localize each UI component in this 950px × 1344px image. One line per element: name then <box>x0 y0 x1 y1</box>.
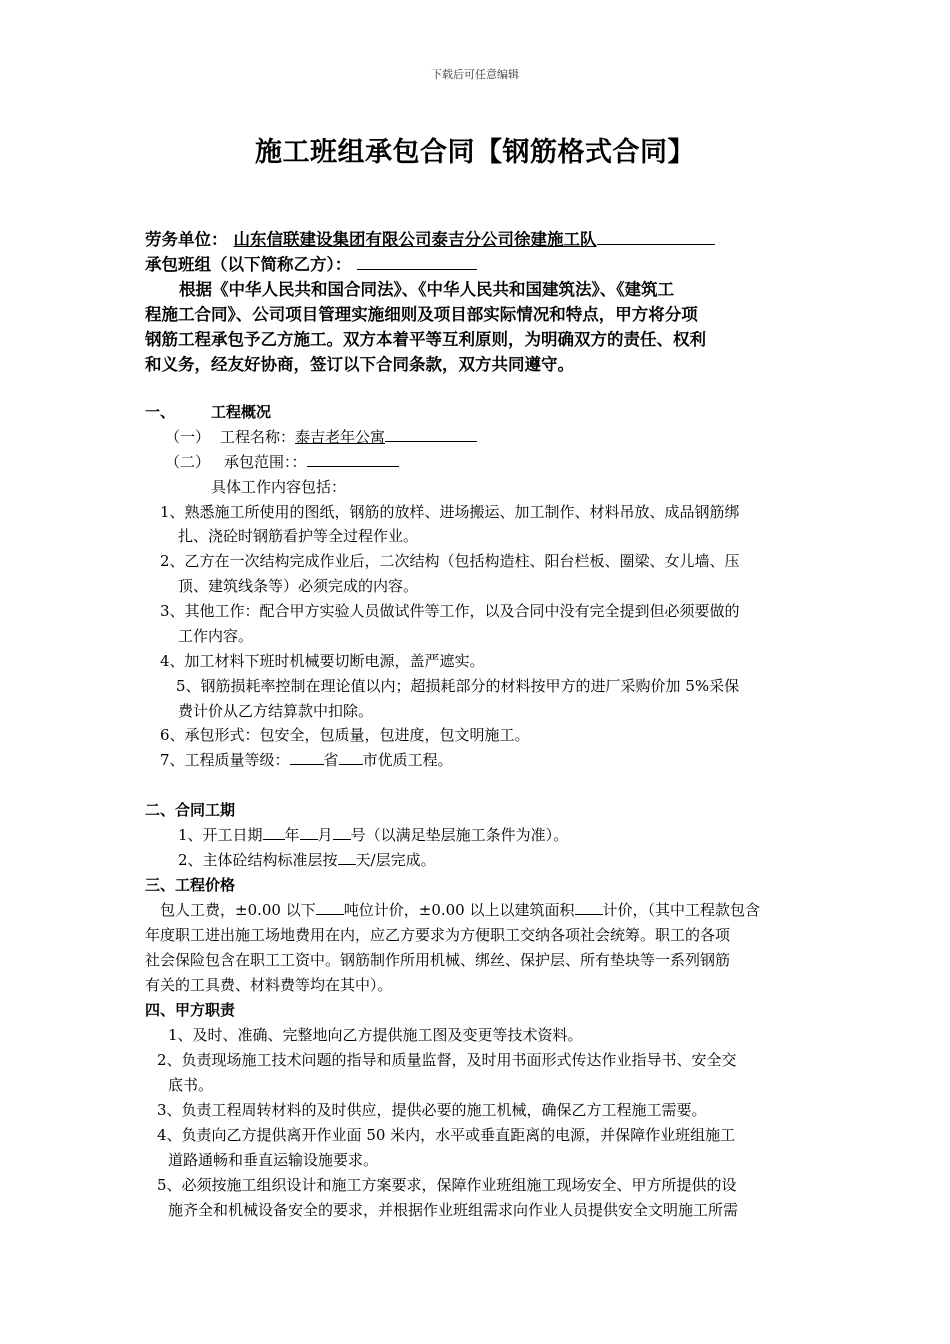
duty-line: 4、负责向乙方提供离开作业面 50 米内，水平或垂直距离的电源，并保障作业班组施工 <box>157 1126 736 1144</box>
section1-heading: 工程概况 <box>211 403 272 421</box>
intro-line: 钢筋工程承包予乙方施工。双方本着平等互利原则，为明确双方的责任、权利 <box>145 330 706 349</box>
work-line: 2、乙方在一次结构完成作业后，二次结构（包括构造柱、阳台栏板、圈梁、女儿墙、压 <box>160 552 740 570</box>
duty-line: 3、负责工程周转材料的及时供应，提供必要的施工机械，确保乙方工程施工需要。 <box>157 1101 707 1119</box>
section3-heading: 三、工程价格 <box>145 876 236 894</box>
tonnage-blank <box>316 913 344 915</box>
labor-unit-blank <box>597 243 715 245</box>
schedule-suffix: 天/层完成。 <box>355 851 436 869</box>
work-line: 5、钢筋损耗率控制在理论值以内；超损耗部分的材料按甲方的进厂采购价加 5%采保 <box>176 677 740 695</box>
day-text: 号（以满足垫层施工条件为准）。 <box>350 826 569 844</box>
work-intro: 具体工作内容包括： <box>211 478 347 496</box>
section4-heading: 四、甲方职责 <box>145 1001 236 1019</box>
work-line: 顶、建筑线条等）必须完成的内容。 <box>178 577 419 595</box>
province-text: 省 <box>323 751 339 769</box>
quality-line <box>160 749 453 770</box>
item1-label: 工程名称： <box>220 428 296 446</box>
price-line: 有关的工具费、材料费等均在其中）。 <box>145 976 393 994</box>
price-line: 年度职工进出施工场地费用在内，应乙方要求为方便职工交纳各项社会统筹。职工的各项 <box>145 926 731 944</box>
area-blank <box>575 913 603 915</box>
item1-prefix: （一） <box>165 428 211 446</box>
duty-line: 施齐全和机械设备安全的要求，并根据作业班组需求向作业人员提供安全文明施工所需 <box>168 1201 739 1219</box>
work-line: 3、其他工作：配合甲方实验人员做试件等工作，以及合同中没有完全提到但必须要做的 <box>160 602 740 620</box>
team-line <box>145 251 477 275</box>
year-text: 年 <box>284 826 300 844</box>
price-line: 社会保险包含在职工工资中。钢筋制作所用机械、绑丝、保护层、所有垫块等一系列钢筋 <box>145 951 731 969</box>
city-blank <box>339 763 363 765</box>
work-line: 6、承包形式：包安全，包质量，包进度，包文明施工。 <box>160 726 530 744</box>
duty-line: 道路通畅和垂直运输设施要求。 <box>168 1151 379 1169</box>
section1-item1 <box>165 426 477 447</box>
schedule-line <box>178 849 436 870</box>
work-line: 费计价从乙方结算款中扣除。 <box>178 702 374 720</box>
section1-item2 <box>165 451 399 472</box>
schedule-label: 2、主体砼结构标准层按 <box>178 851 338 869</box>
header-note: 下载后可任意编辑 <box>431 68 519 81</box>
work-line: 4、加工材料下班时机械要切断电源，盖严遮实。 <box>160 652 485 670</box>
team-label: 承包班组（以下简称乙方）： <box>145 255 352 274</box>
team-blank <box>357 268 477 270</box>
duty-line: 底书。 <box>168 1076 214 1094</box>
item2-blank <box>307 465 399 467</box>
document-title: 施工班组承包合同【钢筋格式合同】 <box>255 137 695 168</box>
section1-number: 一、 <box>145 403 176 421</box>
month-blank <box>300 838 318 840</box>
item2-label: 承包范围：： <box>224 453 307 471</box>
quality-suffix: 市优质工程。 <box>362 751 453 769</box>
price-part-a: 包人工费，±0.00 以下 <box>160 901 316 919</box>
section2-heading: 二、合同工期 <box>145 801 236 819</box>
labor-unit-value: 山东信联建设集团有限公司泰吉分公司徐建施工队 <box>233 230 597 249</box>
quality-label: 7、工程质量等级： <box>160 751 290 769</box>
item1-blank <box>385 440 477 442</box>
work-line: 工作内容。 <box>178 627 254 645</box>
work-line: 1、熟悉施工所使用的图纸，钢筋的放样、进场搬运、加工制作、材料吊放、成品钢筋绑 <box>160 503 740 521</box>
day-blank <box>333 838 351 840</box>
intro-line: 和义务，经友好协商，签订以下合同条款，双方共同遵守。 <box>145 355 574 374</box>
item2-prefix: （二） <box>165 453 211 471</box>
duty-line: 2、负责现场施工技术问题的指导和质量监督，及时用书面形式传达作业指导书、安全交 <box>157 1051 737 1069</box>
price-part-c: 计价，（其中工程款包含 <box>602 901 761 919</box>
start-date-label: 1、开工日期 <box>178 826 263 844</box>
duty-line: 1、及时、准确、完整地向乙方提供施工图及变更等技术资料。 <box>168 1026 583 1044</box>
days-blank <box>338 863 356 865</box>
month-text: 月 <box>317 826 333 844</box>
price-part-b: 吨位计价，±0.00 以上以建筑面积 <box>343 901 575 919</box>
province-blank <box>290 763 324 765</box>
item1-value: 泰吉老年公寓 <box>295 428 386 446</box>
labor-unit-line <box>145 226 715 250</box>
year-blank <box>263 838 285 840</box>
labor-unit-label: 劳务单位： <box>145 230 228 249</box>
duty-line: 5、必须按施工组织设计和施工方案要求，保障作业班组施工现场安全、甲方所提供的设 <box>157 1176 737 1194</box>
intro-line: 根据《中华人民共和国合同法》、《中华人民共和国建筑法》、《建筑工 <box>179 280 674 299</box>
price-line <box>160 899 760 920</box>
work-line: 扎、浇砼时钢筋看护等全过程作业。 <box>178 527 419 545</box>
start-date-line <box>178 824 568 845</box>
intro-line: 程施工合同》、公司项目管理实施细则及项目部实际情况和特点，甲方将分项 <box>145 305 698 324</box>
